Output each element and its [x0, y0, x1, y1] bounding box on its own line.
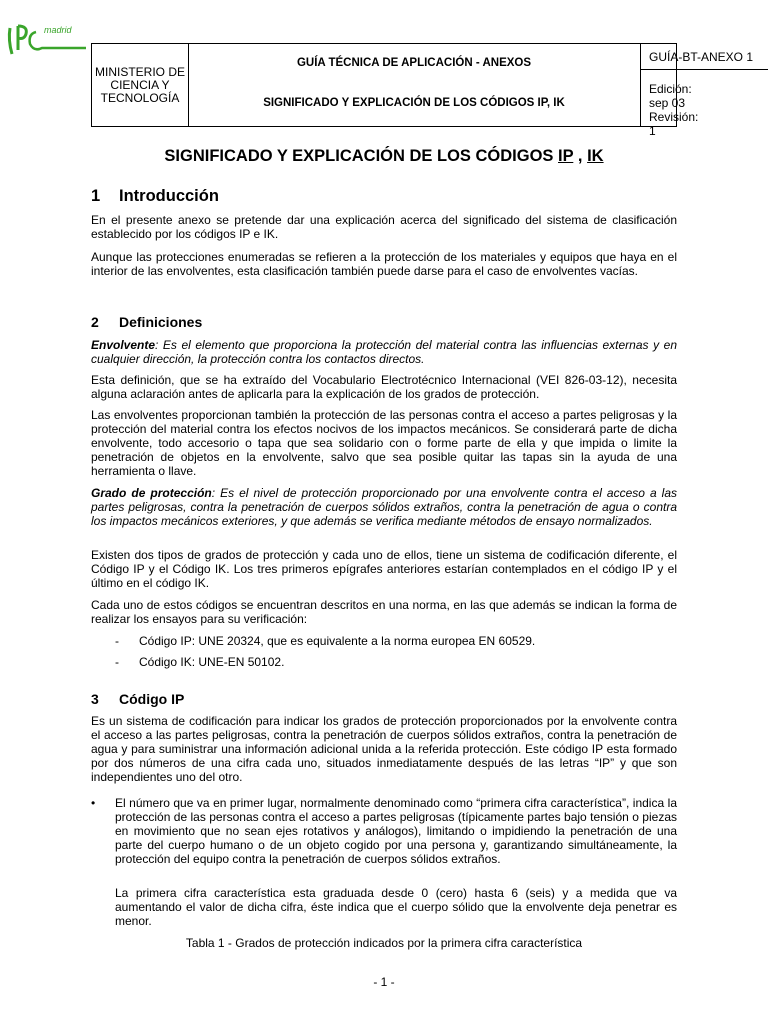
paragraph: En el presente anexo se pretende dar una explicación acerca del significado del sistema de clasificación establecido por los códigos IP e IK. — [91, 213, 677, 241]
guide-code: GUÍA-BT-ANEXO 1 — [641, 44, 768, 70]
logo — [6, 20, 90, 60]
paragraph: La primera cifra característica esta graduada desde 0 (cero) hasta 6 (seis) y a medida que va aumentando el valor de dicha cifra, éste indica que el cuerpo sólido que la envolvente deja penetrar es menor. — [115, 886, 677, 928]
guide-subtitle: SIGNIFICADO Y EXPLICACIÓN DE LOS CÓDIGOS IP, IK — [263, 97, 565, 109]
list-item: - Código IK: UNE-EN 50102. — [115, 655, 285, 669]
definition-term: Grado de protección — [91, 486, 212, 500]
section-number: 2 — [91, 314, 99, 330]
guide-title-cell — [188, 44, 641, 126]
edition-info — [649, 82, 698, 138]
paragraph: Aunque las protecciones enumeradas se refieren a la protección de los materiales y equipos que haya en el interior de las envolventes, esta clasificación también puede darse para el caso de envolventes vacías. — [91, 250, 677, 278]
section-number: 1 — [91, 187, 101, 205]
bullet-text: El número que va en primer lugar, normalmente denominado como “primera cifra característica”, indica la protección de las personas contra el acceso a partes peligrosas (típicamente partes bajo tensión o piezas en movimiento que no sean ejes rotativos y análogos), limitando o impidiendo la penetración de una parte del cuerpo humano o de un objeto cogido por una persona y, garantizando simultáneamente, la protección del equipo contra la penetración de cuerpos sólidos extraños. — [115, 796, 677, 866]
section-2-heading — [91, 314, 202, 330]
page-number: - 1 - — [373, 975, 395, 989]
edition: Edición: sep 03 — [649, 82, 692, 110]
paragraph: Esta definición, que se ha extraído del Vocabulario Electrotécnico Internacional (VEI 826-03-12), necesita alguna aclaración antes de aplicarla para la explicación de los grados de protección. — [91, 373, 677, 401]
section-title: Definiciones — [119, 314, 203, 330]
section-3-heading — [91, 691, 184, 707]
document-title — [0, 147, 768, 166]
definition-term: Envolvente — [91, 338, 156, 352]
definition-grado — [91, 486, 677, 528]
title-sep: , — [573, 147, 588, 165]
ministry-cell: MINISTERIO DE CIENCIA Y TECNOLOGÍA — [92, 44, 189, 126]
title-prefix: SIGNIFICADO Y EXPLICACIÓN DE LOS CÓDIGOS — [164, 147, 559, 165]
logo-text: madrid — [44, 25, 72, 35]
title-ip: IP — [558, 147, 574, 165]
definition-envolvente — [91, 338, 677, 366]
list-item: - Código IP: UNE 20324, que es equivalente a la norma europea EN 60529. — [115, 634, 536, 648]
list-item-text: Código IK: UNE-EN 50102. — [139, 655, 285, 669]
title-ik: IK — [587, 147, 604, 165]
section-1-heading — [91, 187, 219, 206]
section-title: Introducción — [119, 187, 219, 205]
header-table — [91, 43, 754, 138]
revision: Revisión: 1 — [649, 110, 699, 138]
definition-text: : Es el nivel de protección proporcionado por una envolvente contra el acceso a las partes peligrosas, contra la penetración de cuerpos sólidos extraños, contra la penetración de agua o contra los impactos mecánicos exteriores, y que además se verifica mediante métodos de ensayo normalizados. — [91, 486, 677, 528]
paragraph: Las envolventes proporcionan también la protección de las personas contra el acceso a partes peligrosas y la protección del material contra los efectos nocivos de los impactos mecánicos. Se considerará parte de dicha envolvente, todo accesorio o tapa que sea solidario con o forme parte de ella y que impida o limite la penetración de objetos en la envolvente, salvo que sea posible quitar las tapas sin la ayuda de una herramienta o llave. — [91, 408, 677, 478]
section-title: Código IP — [119, 691, 185, 707]
table-caption: Tabla 1 - Grados de protección indicados por la primera cifra característica — [185, 936, 583, 950]
section-number: 3 — [91, 691, 99, 707]
guide-title: GUÍA TÉCNICA DE APLICACIÓN - ANEXOS — [296, 57, 532, 69]
bullet-icon: • — [91, 796, 96, 810]
list-item-text: Código IP: UNE 20324, que es equivalente a la norma europea EN 60529. — [139, 634, 536, 648]
paragraph: Existen dos tipos de grados de protección y cada uno de ellos, tiene un sistema de codificación diferente, el Código IP y el Código IK. Los tres primeros epígrafes anteriores estarían contemplados en el código IP y el último en el código IK. — [91, 548, 677, 590]
definition-text: : Es el elemento que proporciona la protección del material contra las influencias externas y en cualquier dirección, la protección contra los contactos directos. — [91, 338, 677, 366]
paragraph: Es un sistema de codificación para indicar los grados de protección proporcionados por la envolvente contra el acceso a las partes peligrosas, contra la penetración de cuerpos sólidos extraños, contra la penetración de agua y para suministrar una información adicional unida a la referida protección. Este código IP esta formado por dos números de una cifra cada uno, situados inmediatamente después de las letras “IP” y que son independientes uno del otro. — [91, 714, 677, 784]
paragraph: Cada uno de estos códigos se encuentran descritos en una norma, en las que además se indican la forma de realizar los ensayos para su verificación: — [91, 598, 677, 626]
